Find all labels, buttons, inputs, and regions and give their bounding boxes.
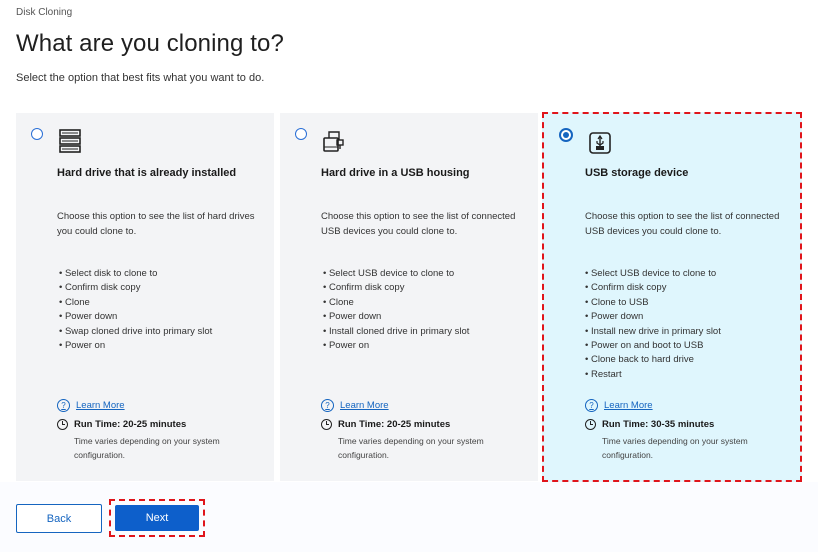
- step-item: • Restart: [585, 368, 721, 382]
- step-item: • Power down: [323, 310, 469, 324]
- next-button[interactable]: Next: [115, 505, 199, 531]
- option-title: Hard drive that is already installed: [57, 167, 237, 179]
- step-item: • Install new drive in primary slot: [585, 325, 721, 339]
- step-item: • Clone back to hard drive: [585, 353, 721, 367]
- option-title: Hard drive in a USB housing: [321, 167, 470, 179]
- run-time-label: Run Time: 20-25 minutes: [338, 419, 451, 430]
- server-drive-icon: [57, 128, 83, 154]
- step-item: • Power down: [59, 310, 212, 324]
- learn-more-link[interactable]: [57, 399, 125, 412]
- usb-housing-drive-icon: [321, 128, 347, 154]
- steps-list: [585, 267, 721, 382]
- learn-more-label: Learn More: [76, 400, 125, 411]
- run-time: [585, 419, 714, 430]
- step-item: • Select disk to clone to: [59, 267, 212, 281]
- step-item: • Install cloned drive in primary slot: [323, 325, 469, 339]
- help-circle-icon: ?: [585, 399, 598, 412]
- step-item: • Power on: [59, 339, 212, 353]
- time-note: Time varies depending on your system configuration.: [602, 436, 748, 460]
- help-circle-icon: ?: [57, 399, 70, 412]
- step-item: • Power on and boot to USB: [585, 339, 721, 353]
- step-item: • Swap cloned drive into primary slot: [59, 325, 212, 339]
- step-item: • Clone: [323, 296, 469, 310]
- radio-button[interactable]: [295, 128, 307, 140]
- clock-icon: [57, 419, 68, 430]
- step-item: • Confirm disk copy: [323, 281, 469, 295]
- learn-more-link[interactable]: [585, 399, 653, 412]
- steps-list: [323, 267, 469, 353]
- step-item: • Select USB device to clone to: [323, 267, 469, 281]
- step-item: • Clone: [59, 296, 212, 310]
- help-circle-icon: ?: [321, 399, 334, 412]
- step-item: • Power on: [323, 339, 469, 353]
- option-description: Choose this option to see the list of connected USB devices you could clone to.: [321, 211, 516, 237]
- usb-storage-icon: [587, 130, 613, 156]
- option-card-usb-housing[interactable]: [280, 113, 538, 481]
- step-item: • Clone to USB: [585, 296, 721, 310]
- radio-button-selected[interactable]: [559, 128, 573, 142]
- learn-more-label: Learn More: [604, 400, 653, 411]
- option-description: Choose this option to see the list of hard drives you could clone to.: [57, 211, 255, 237]
- back-button[interactable]: Back: [16, 504, 102, 533]
- run-time: [57, 419, 186, 430]
- step-item: • Power down: [585, 310, 721, 324]
- breadcrumb: Disk Cloning: [16, 7, 73, 18]
- step-item: • Select USB device to clone to: [585, 267, 721, 281]
- page-title: What are you cloning to?: [16, 30, 284, 57]
- page-subtitle: Select the option that best fits what you want to do.: [16, 72, 265, 84]
- time-note: Time varies depending on your system configuration.: [338, 436, 484, 460]
- steps-list: [59, 267, 212, 353]
- run-time-label: Run Time: 30-35 minutes: [602, 419, 715, 430]
- step-item: • Confirm disk copy: [585, 281, 721, 295]
- step-item: • Confirm disk copy: [59, 281, 212, 295]
- option-card-usb-storage[interactable]: [542, 112, 802, 482]
- learn-more-link[interactable]: [321, 399, 389, 412]
- radio-button[interactable]: [31, 128, 43, 140]
- time-note: Time varies depending on your system configuration.: [74, 436, 220, 460]
- run-time: [321, 419, 450, 430]
- learn-more-label: Learn More: [340, 400, 389, 411]
- clock-icon: [321, 419, 332, 430]
- next-button-highlight: [109, 499, 205, 537]
- clock-icon: [585, 419, 596, 430]
- option-card-installed-drive[interactable]: [16, 113, 274, 481]
- option-description: Choose this option to see the list of connected USB devices you could clone to.: [585, 211, 780, 237]
- run-time-label: Run Time: 20-25 minutes: [74, 419, 187, 430]
- option-title: USB storage device: [585, 167, 689, 179]
